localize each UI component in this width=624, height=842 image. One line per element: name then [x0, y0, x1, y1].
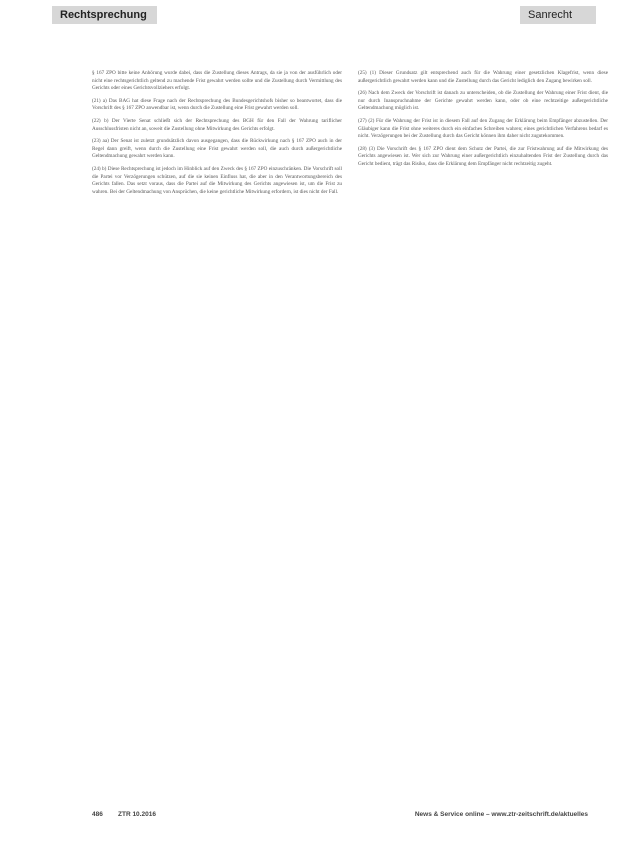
service-link[interactable]: News & Service online – www.ztr-zeitschrift.de/aktuelles	[414, 811, 588, 818]
paragraph: (25) (1) Dieser Grundsatz gilt entsprechend auch für die Wahrung einer gesetzlichen Klagefrist, wenn diese außergerichtlich gewahrt werden kann und die Zustellung durch das Gericht lediglich den Zugang bewirken soll.	[358, 70, 608, 84]
paragraph: § 167 ZPO bitte keine Anhörung wurde dabei, dass die Zustellung dieses Antrags, da sie ja von der ausführlich oder nicht eine rechtsgerichtlich geltend zu machende Frist gewahrt werden sollte und die Zustellung durch Vermittlung des Gerichts oder eines Gerichtsvollziehers erfolgt.	[92, 70, 342, 92]
paragraph: (26) Nach dem Zweck der Vorschrift ist danach zu unterscheiden, ob die Zustellung der Wahrung einer Frist dient, die nur durch Inanspruchnahme der Gerichte gewahrt werden kann, oder ob eine rechtzeitige außergerichtliche Geltendmachung möglich ist.	[358, 90, 608, 112]
paragraph: (23) aa) Der Senat ist zuletzt grundsätzlich davon ausgegangen, dass die Rückwirkung nach § 167 ZPO auch in der Regel dann greift, wenn durch die Zustellung eine Frist gewahrt werden soll, die auch durch außergerichtliche Geltendmachung gewahrt werden kann.	[92, 138, 342, 160]
page-header	[0, 0, 624, 26]
page-footer	[0, 805, 624, 825]
section-label: Rechtsprechung	[52, 6, 157, 24]
journal-issue: ZTR 10.2016	[118, 811, 156, 818]
paragraph: (27) (2) Für die Wahrung der Frist ist in diesem Fall auf den Zugang der Erklärung beim Empfänger abzustellen. Der Gläubiger kann die Frist ohne weiteres durch ein einfaches Schreiben wahren; eines gerichtlichen Verfahrens bedarf es nicht. Verzögerungen bei der Zustellung durch das Gericht können ihm daher nicht zugutekommen.	[358, 117, 608, 140]
right-column	[358, 70, 608, 174]
paragraph: (28) (3) Die Vorschrift des § 167 ZPO dient dem Schutz der Partei, die zur Fristwahrung auf die Mitwirkung des Gerichts angewiesen ist. Wer sich zur Wahrung einer außergerichtlich einzuhaltenden Frist der Zustellung durch das Gericht bedient, trägt das Risiko, dass die Erklärung dem Empfänger nicht rechtzeitig zugeht.	[358, 145, 608, 167]
category-label: Sanrecht	[520, 6, 596, 24]
paragraph: (21) a) Das BAG hat diese Frage nach der Rechtsprechung des Bundesgerichtshofs bisher so beantwortet, dass die Vorschrift des § 167 ZPO anwendbar ist, wenn durch die Zustellung eine Frist gewahrt werden soll.	[92, 97, 342, 112]
page-number: 486	[92, 811, 103, 818]
paragraph: (24) b) Diese Rechtsprechung ist jedoch im Hinblick auf den Zweck des § 167 ZPO einzuschränken. Die Vorschrift soll die Partei vor Verzögerungen schützen, auf die sie keinen Einfluss hat, die aber in den Verantwortungsbereich des Gerichts fallen. Das setzt voraus, dass die Partei auf die Mitwirkung des Gerichts angewiesen ist, um die Frist zu wahren. Bei der Geltendmachung von Ansprüchen, die keine gerichtliche Mitwirkung erfordern, ist dies nicht der Fall.	[92, 165, 342, 195]
paragraph: (22) b) Der Vierte Senat schließt sich der Rechtsprechung des BGH für den Fall der Wahrung tariflicher Ausschlussfristen nicht an, soweit die Zustellung ohne Mitwirkung des Gerichts erfolgt.	[92, 117, 342, 132]
left-column	[92, 70, 342, 201]
